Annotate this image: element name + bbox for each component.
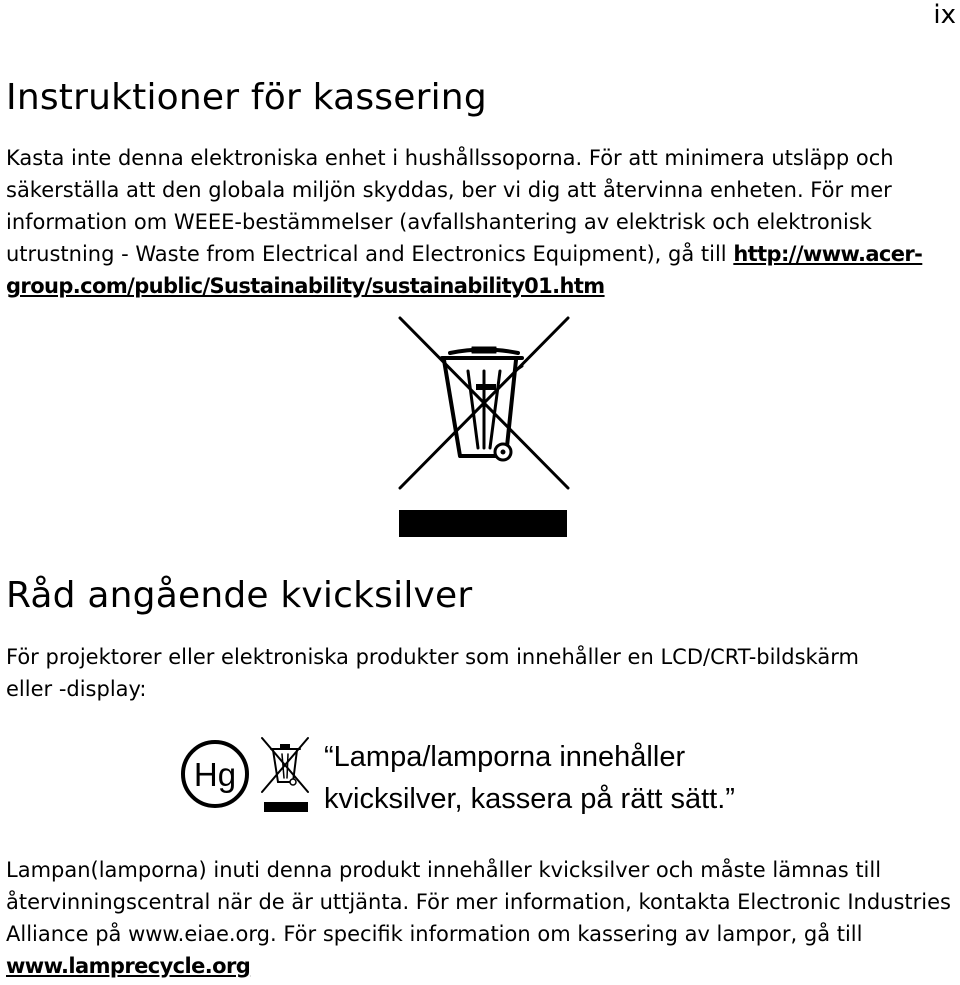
hg-label: Hg [193,756,237,793]
disposal-paragraph [6,142,956,302]
disposal-body-text: Kasta inte denna elektroniska enhet i hushållssoporna. För att minimera utsläpp och säkerställa att den globala miljön skyddas, ber vi dig att återvinna enheten. För mer information om WEEE-bestämmelser (avfallshantering av elektrisk och elektronisk utrustning - Waste from Electrical and Electronics Equipment), gå till [6,146,894,266]
acer-sustainability-link[interactable]: http://www.acer-group.com/public/Sustainability/sustainability01.htm [6,242,923,298]
mercury-body-text: Lampan(lamporna) inuti denna produkt innehåller kvicksilver och måste lämnas till återvinningscentral när de är uttjänta. För mer information, kontakta Electronic Industries Alliance på www.eiae.org. För specifik information om kassering av lampor, gå till [6,858,951,946]
mercury-notice [178,734,818,818]
page-number: ix [933,0,956,30]
lamprecycle-link[interactable]: www.lamprecycle.org [6,954,251,978]
mercury-quote-line-1: “Lampa/lamporna innehåller [324,741,686,773]
mercury-quote-line-2: kvicksilver, kassera på rätt sätt.” [324,783,735,815]
mercury-intro-paragraph: För projektorer eller elektroniska produkter som innehåller en LCD/CRT-bildskärm eller -display: [6,645,859,701]
mercury-heading: Råd angående kvicksilver [6,575,473,616]
mercury-quote [324,736,735,820]
weee-small-bin-icon [260,736,312,814]
mercury-body-paragraph [6,854,956,982]
weee-crossed-bin-icon [398,316,570,540]
disposal-heading: Instruktioner för kassering [6,77,487,118]
hg-mercury-icon [178,734,252,818]
